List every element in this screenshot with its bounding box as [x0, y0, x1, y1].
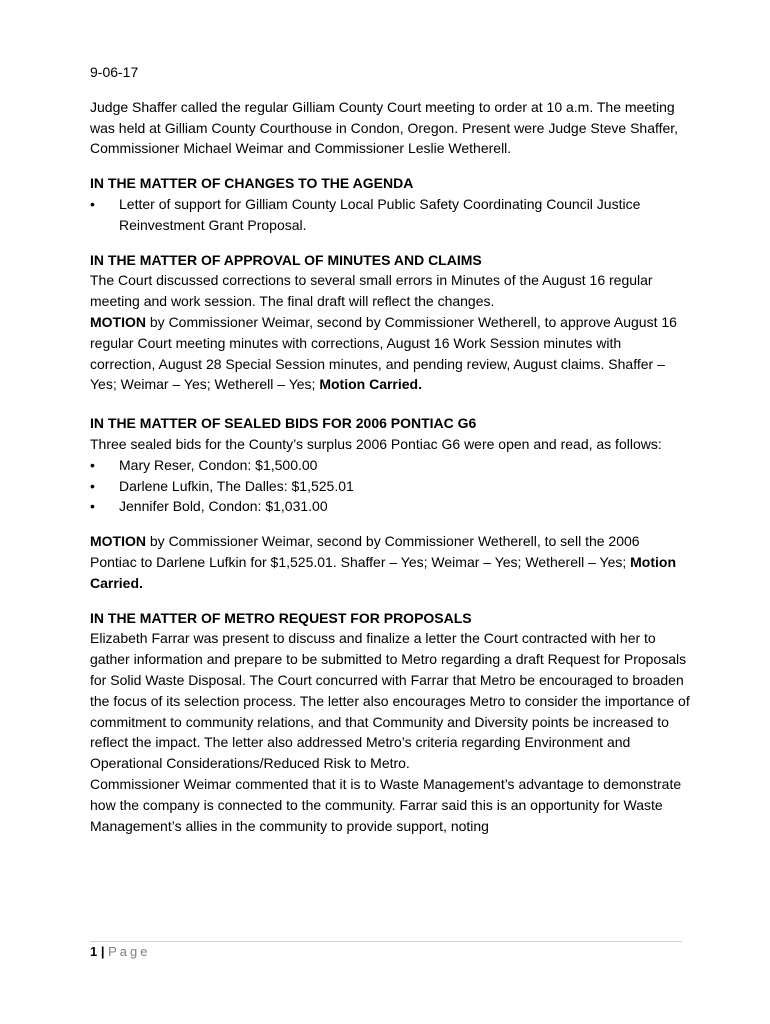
- document-body: [90, 62, 690, 836]
- metro-body-1: Elizabeth Farrar was present to discuss and finalize a letter the Court contracted with her to gather information and prepare to be submitted to Metro regarding a draft Request for Proposals for Solid Waste Disposal. The Court concurred with Farrar that Metro be encouraged to broaden the focus of its selection process. The letter also encourages Metro to consider the importance of commitment to community relations, and that Community and Diversity points be increased to reflect the impact. The letter also addressed Metro’s criteria regarding Environment and Operational Considerations/Reduced Risk to Metro.: [90, 630, 690, 772]
- metro-body-2: Commissioner Weimar commented that it is to Waste Management’s advantage to demonstrate how the company is connected to the community. Farrar said this is an opportunity for Waste Management’s allies in the community to provide support, noting: [90, 775, 682, 834]
- page-footer: [90, 944, 151, 960]
- agenda-heading: IN THE MATTER OF CHANGES TO THE AGENDA: [90, 175, 414, 192]
- motion-result: Motion Carried.: [90, 553, 677, 591]
- motion-text: by Commissioner Weimar, second by Commissioner Wetherell, to approve August 16 regular Court meeting minutes with corrections, August 16 Work Session minutes with correction, August 28 Special Session minutes, and pending review, August claims. Shaffer – Yes; Weimar – Yes; Wetherell – Yes;: [90, 313, 677, 393]
- bids-body: Three sealed bids for the County’s surplus 2006 Pontiac G6 were open and read, as follows:: [90, 435, 662, 452]
- list-item: • Mary Reser, Condon: $1,500.00: [90, 455, 690, 476]
- bids-motion: [90, 531, 690, 593]
- motion-text: by Commissioner Weimar, second by Commissioner Wetherell, to sell the 2006 Pontiac to Darlene Lufkin for $1,525.01. Shaffer – Yes; Weimar – Yes; Wetherell – Yes;: [90, 533, 640, 570]
- list-item: • Letter of support for Gilliam County Local Public Safety Coordinating Council Justice Reinvestment Grant Proposal.: [90, 194, 690, 236]
- bids-heading: IN THE MATTER OF SEALED BIDS FOR 2006 PONTIAC G6: [90, 415, 477, 432]
- motion-result: Motion Carried.: [319, 376, 422, 393]
- minutes-motion: [90, 312, 690, 395]
- motion-label: MOTION: [90, 313, 146, 330]
- minutes-body: The Court discussed corrections to several small errors in Minutes of the August 16 regular meeting and work session. The final draft will reflect the changes.: [90, 272, 653, 310]
- metro-heading: IN THE MATTER OF METRO REQUEST FOR PROPOSALS: [90, 609, 472, 626]
- agenda-list: [90, 194, 690, 236]
- list-item: • Darlene Lufkin, The Dalles: $1,525.01: [90, 476, 690, 497]
- list-item: • Jennifer Bold, Condon: $1,031.00: [90, 496, 690, 517]
- footer-divider: [90, 941, 682, 942]
- bids-list: [90, 455, 690, 517]
- page-label: Page: [108, 944, 151, 959]
- footer-separator: |: [100, 944, 105, 959]
- intro-paragraph: Judge Shaffer called the regular Gilliam County Court meeting to order at 10 a.m. The meeting was held at Gilliam County Courthouse in Condon, Oregon. Present were Judge Steve Shaffer, Commissioner Michael Weimar and Commissioner Leslie Wetherell.: [90, 98, 679, 157]
- meeting-date: 9-06-17: [90, 64, 139, 80]
- motion-label: MOTION: [90, 533, 146, 550]
- minutes-heading: IN THE MATTER OF APPROVAL OF MINUTES AND CLAIMS: [90, 251, 482, 268]
- page-number: 1: [90, 944, 98, 959]
